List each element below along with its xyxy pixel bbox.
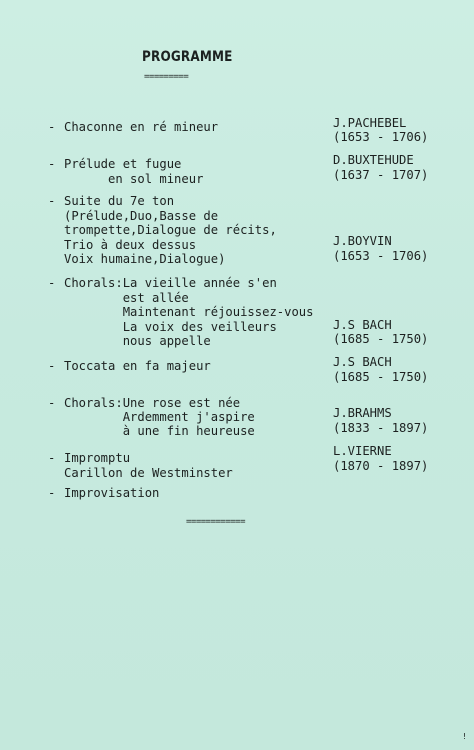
item-2-line-2: en sol mineur	[64, 172, 204, 186]
item-2-dates: (1637 - 1707)	[333, 168, 429, 182]
item-3-composer: J.BOYVIN	[333, 234, 392, 248]
item-bullet: -	[48, 396, 56, 410]
programme-heading: PROGRAMME	[142, 49, 233, 65]
item-4-dates: (1685 - 1750)	[333, 332, 429, 346]
item-bullet: -	[48, 276, 56, 290]
closing-rule: ============	[186, 517, 246, 527]
item-1-composer: J.PACHEBEL	[333, 116, 407, 130]
item-bullet: -	[48, 194, 56, 208]
item-5-dates: (1685 - 1750)	[333, 370, 429, 384]
item-4-line-2: est allée	[64, 291, 189, 305]
item-3-line-2: (Prélude,Duo,Basse de	[64, 209, 219, 223]
item-5-composer: J.S BACH	[333, 355, 392, 369]
item-7-line-2: Carillon de Westminster	[64, 466, 233, 480]
item-bullet: -	[48, 120, 56, 134]
item-4-line-5: nous appelle	[64, 334, 211, 348]
item-3-line-5: Voix humaine,Dialogue)	[64, 252, 226, 266]
item-3-line-1: Suite du 7e ton	[64, 194, 175, 208]
item-3-dates: (1653 - 1706)	[333, 249, 429, 263]
item-6-line-3: à une fin heureuse	[64, 424, 255, 438]
item-2-line-1: Prélude et fugue	[64, 157, 182, 171]
item-6-line-1: Chorals:Une rose est née	[64, 396, 241, 410]
item-bullet: -	[48, 451, 56, 465]
item-6-dates: (1833 - 1897)	[333, 421, 429, 435]
item-bullet: -	[48, 157, 56, 171]
item-4-line-4: La voix des veilleurs	[64, 320, 277, 334]
item-6-composer: J.BRAHMS	[333, 406, 392, 420]
item-3-line-3: trompette,Dialogue de récits,	[64, 223, 277, 237]
item-7-composer: L.VIERNE	[333, 444, 392, 458]
item-1-line-1: Chaconne en ré mineur	[64, 120, 219, 134]
item-4-composer: J.S BACH	[333, 318, 392, 332]
item-6-line-2: Ardemment j'aspire	[64, 410, 255, 424]
item-4-line-3: Maintenant réjouissez-vous	[64, 305, 314, 319]
heading-underline: =========	[144, 72, 189, 82]
item-5-line-1: Toccata en fa majeur	[64, 359, 211, 373]
item-bullet: -	[48, 486, 56, 500]
item-7-dates: (1870 - 1897)	[333, 459, 429, 473]
item-2-composer: D.BUXTEHUDE	[333, 153, 414, 167]
item-4-line-1: Chorals:La vieille année s'en	[64, 276, 277, 290]
item-1-dates: (1653 - 1706)	[333, 130, 429, 144]
item-3-line-4: Trio à deux dessus	[64, 238, 197, 252]
item-7-line-1: Impromptu	[64, 451, 131, 465]
item-bullet: -	[48, 359, 56, 373]
item-8-line-1: Improvisation	[64, 486, 160, 500]
page-mark: !	[462, 732, 467, 741]
